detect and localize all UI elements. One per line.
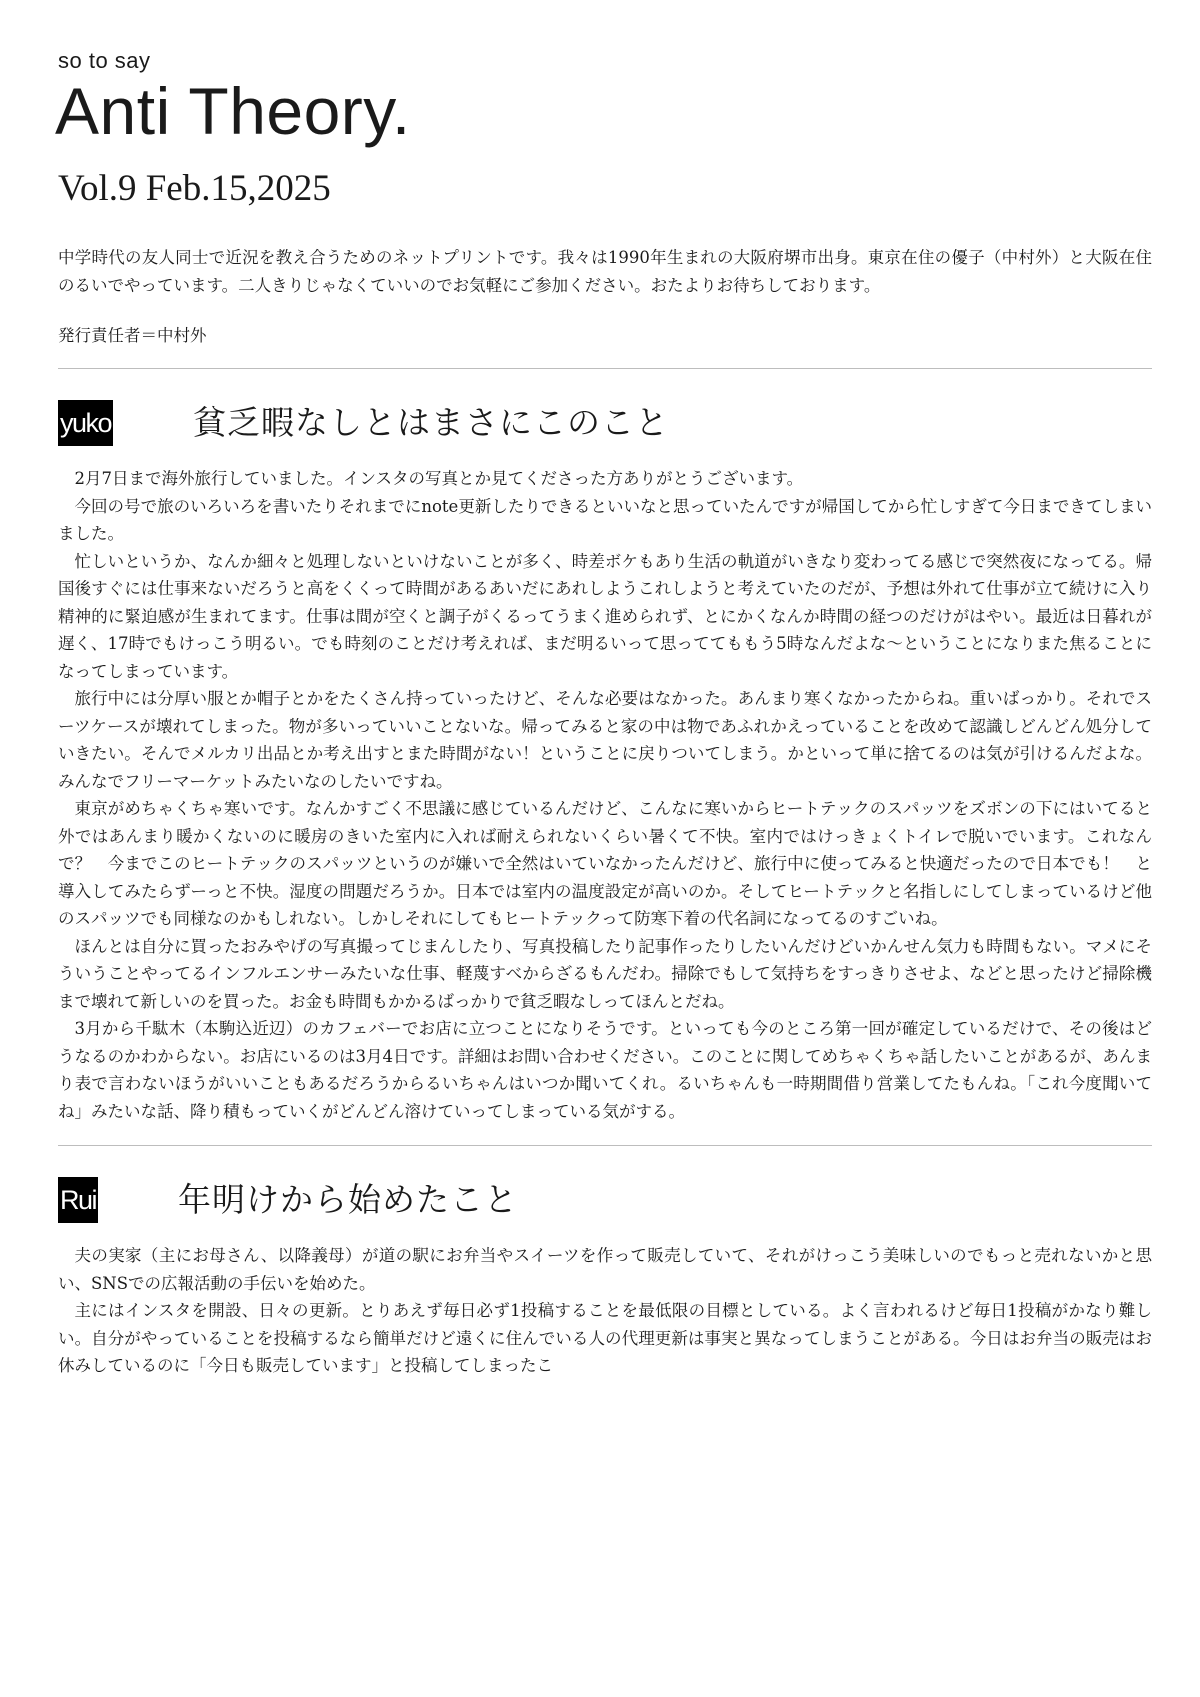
divider	[58, 1145, 1152, 1146]
paragraph: 主にはインスタを開設、日々の更新。とりあえず毎日必ず1投稿することを最低限の目標としている。よく言われるけど毎日1投稿がかなり難しい。自分がやっていることを投稿するなら簡単だけど遠くに住んでいる人の代理更新は事実と異なってしまうことがある。今日はお弁当の販売はお休みしているのに「今日も販売しています」と投稿してしまったこ	[58, 1301, 1152, 1375]
paragraph: 今回の号で旅のいろいろを書いたりそれまでにnote更新したりできるといいなと思っていたんですが帰国してから忙しすぎて今日まできてしまいました。	[58, 496, 1152, 543]
masthead-title: Anti Theory.	[55, 74, 411, 148]
publisher-line: 発行責任者＝中村外	[58, 326, 207, 345]
author-badge: Rui	[58, 1177, 98, 1223]
paragraph: 3月から千駄木（本駒込近辺）のカフェバーでお店に立つことになりそうです。といっても今のところ第一回が確定しているだけで、その後はどうなるのかわからない。お店にいるのは3月4日です。詳細はお問い合わせください。このことに関してめちゃくちゃ話したいことがあるが、あんまり表で言わないほうがいいこともあるだろうからるいちゃんはいつか聞いてくれ。るいちゃんも一時期間借り営業してたもんね。「これ今度聞いてね」みたいな話、降り積もっていくがどんどん溶けていってしまっている気がする。	[58, 1019, 1152, 1121]
section-title: 年明けから始めたこと	[178, 1180, 519, 1219]
divider	[58, 368, 1152, 369]
section-header-rui	[58, 1176, 1152, 1224]
author-badge: yuko	[58, 400, 113, 446]
paragraph: 東京がめちゃくちゃ寒いです。なんかすごく不思議に感じているんだけど、こんなに寒いからヒートテックのスパッツをズボンの下にはいてると外ではあんまり暖かくないのに暖房のきいた室内に入れば耐えられないくらい暑くて不快。室内ではけっきょくトイレで脱いでいます。これなんで？ 今までこのヒートテックのスパッツというのが嫌いで全然はいていなかったんだけど、旅行中に使ってみると快適だったので日本でも！ と導入してみたらずーっと不快。湿度の問題だろうか。日本では室内の温度設定が高いのか。そしてヒートテックと名指しにしてしまっているけど他のスパッツでも同様なのかもしれない。しかしそれにしてもヒートテックって防寒下着の代名詞になってるのすごいね。	[58, 799, 1152, 928]
article-body-rui	[58, 1242, 1152, 1380]
article-body-yuko	[58, 465, 1152, 1125]
newsletter-page	[55, 48, 1152, 1380]
intro-text: 中学時代の友人同士で近況を教え合うためのネットプリントです。我々は1990年生まれの大阪府堺市出身。東京在住の優子（中村外）と大阪在住のるいでやっています。二人きりじゃなくていいのでお気軽にご参加ください。おたよりお待ちしております。	[58, 248, 1152, 295]
paragraph: 旅行中には分厚い服とか帽子とかをたくさん持っていったけど、そんな必要はなかった。あんまり寒くなかったからね。重いばっかり。それでスーツケースが壊れてしまった。物が多いっていいことないな。帰ってみると家の中は物であふれかえっていることを改めて認識しどんどん処分していきたい。そんでメルカリ出品とか考え出すとまた時間がない！ということに戻りついてしまう。かといって単に捨てるのは気が引けるんだよな。みんなでフリーマーケットみたいなのしたいですね。	[58, 689, 1152, 791]
paragraph: 忙しいというか、なんか細々と処理しないといけないことが多く、時差ボケもあり生活の軌道がいきなり変わってる感じで突然夜になってる。帰国後すぐには仕事来ないだろうと高をくくって時間があるあいだにあれしようこれしようと考えていたのだが、予想は外れて仕事が立て続けに入り精神的に緊迫感が生まれてます。仕事は間が空くと調子がくるってうまく進められず、とにかくなんか時間の経つのだけがはやい。最近は日暮れが遅く、17時でもけっこう明るい。でも時刻のことだけ考えれば、まだ明るいって思っててももう5時なんだよな〜ということになりまた焦ることになってしまっています。	[58, 551, 1152, 681]
paragraph: 2月7日まで海外旅行していました。インスタの写真とか見てくださった方ありがとうございます。	[74, 469, 804, 488]
paragraph: 夫の実家（主にお母さん、以降義母）が道の駅にお弁当やスイーツを作って販売していて、それがけっこう美味しいのでもっと売れないかと思い、SNSでの広報活動の手伝いを始めた。	[58, 1246, 1152, 1293]
volume-date: Vol.9 Feb.15,2025	[58, 168, 331, 209]
section-title: 貧乏暇なしとはまさにこのこと	[193, 403, 670, 442]
paragraph: ほんとは自分に買ったおみやげの写真撮ってじまんしたり、写真投稿したり記事作ったりしたいんだけどいかんせん気力も時間もない。マメにそういうことやってるインフルエンサーみたいな仕事、軽蔑すべからざるもんだわ。掃除でもして気持ちをすっきりさせよ、などと思ったけど掃除機まで壊れて新しいのを買った。お金も時間もかかるばっかりで貧乏暇なしってほんとだね。	[58, 936, 1152, 1011]
section-header-yuko	[58, 399, 1152, 447]
kicker: so to say	[58, 48, 151, 73]
